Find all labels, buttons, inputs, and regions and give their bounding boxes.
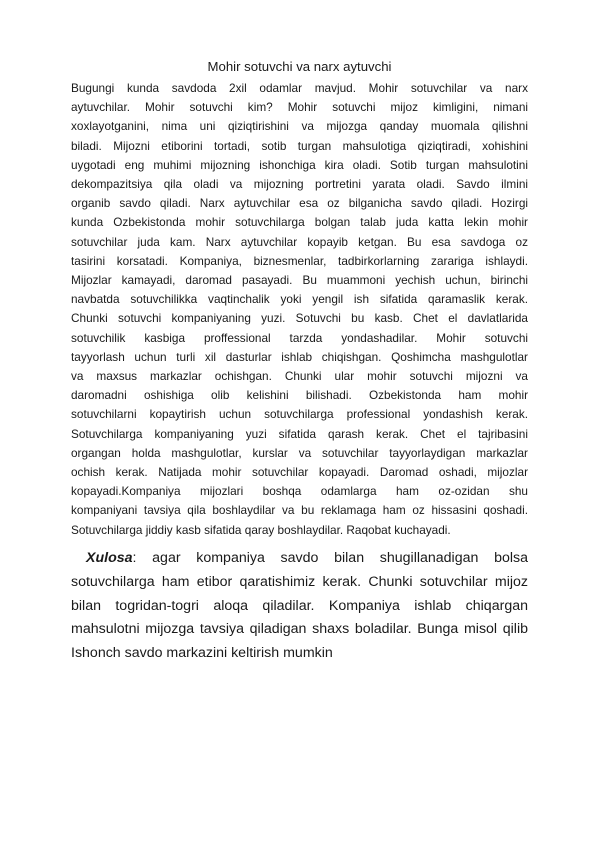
body-line: navbatda sotuvchilikka vaqtinchalik yoki yengil ish sifatida qaramaslik kerak. [71,292,528,307]
body-line: kunda Ozbekistonda mohir sotuvchilarga bolgan talab juda katta lekin mohir [71,215,528,230]
conclusion-line: sotuvchilarga ham etibor qaratishimiz kerak. Chunki sotuvchilar mijoz [71,574,528,590]
conclusion-line: mahsulotni mijozga tavsiya qiladigan shaxs boladilar. Bunga misol qilib [71,621,528,637]
body-line: ochish kerak. Natijada mohir sotuvchilar kopayadi. Daromad oshadi, mijozlar [71,465,528,479]
body-line: xoxlayotganini, nima uni qiziqtirishini va mijozga qanday muomala qilishni [71,119,528,134]
body-line: kompaniyani tavsiya qila boshlaydilar va bu reklamaga ham oz hissasini qoshadi. [71,503,528,518]
body-line: sotuvchilik kasbiga proffessional tarzda yondashadilar. Mohir sotuvchi [71,330,528,345]
body-line: Sotuvchilarga kompaniyaning yuzi sifatida qarash kerak. Chet el tajribasini [71,426,528,441]
conclusion-line: Ishonch savdo markazini keltirish mumkin [71,644,333,661]
body-line: tasirini korsatadi. Kompaniya, biznesmenlar, tadbirkorlarning zarariga ishlaydi. [71,253,528,268]
body-line: dekompazitsiya qila oladi va mijozning portretini yarata oladi. Savdo ilmini [71,177,528,191]
document-title: Mohir sotuvchi va narx aytuvchi [207,59,392,74]
body-line: Sotuvchilarga jiddiy kasb sifatida qaray boshlaydilar. Raqobat kuchayadi. [71,522,451,537]
body-line: organgan holda mashgulotlar, kurslar va sotuvchilar tayyorlaydigan markazlar [71,445,528,460]
body-line: Bugungi kunda savdoda 2xil odamlar mavjud. Mohir sotuvchilar va narx [71,81,528,95]
body-line: aytuvchilar. Mohir sotuvchi kim? Mohir sotuvchi mijoz kimligini, nimani [71,100,528,115]
body-line: Mijozlar kamayadi, daromad pasayadi. Bu muammoni yechish uchun, birinchi [71,273,528,287]
conclusion-label: Xulosa [86,550,133,566]
body-line: sotuvchilarni kopaytirish uchun sotuvchilarga professional yondashish kerak. [71,407,528,422]
conclusion-first-line-text: : agar kompaniya savdo bilan shugillanadigan bolsa [132,550,528,566]
conclusion-line [71,547,528,569]
body-line: daromadni oshishiga olib kelishini bilishadi. Ozbekistonda ham mohir [71,388,528,403]
body-line: Chunki sotuvchi kompaniyaning yuzi. Sotuvchi bu kasb. Chet el davlatlarida [71,311,528,326]
body-line: uygotadi eng muhimi mijozning ishonchiga kira oladi. Sotib turgan mahsulotini [71,157,528,172]
body-line: va maxsus markazlar ochishgan. Chunki ular mohir sotuvchi mijozni va [71,369,528,383]
body-line: sotuvchilar juda kam. Narx aytuvchilar kopayib ketgan. Bu esa savdoga oz [71,234,528,249]
body-line: tayyorlash uchun turli xil dasturlar ishlab chiqishgan. Qoshimcha mashgulotlar [71,349,528,364]
body-line: biladi. Mijozni etiborini tortadi, sotib turgan mahsulotiga qiziqtiradi, xohishini [71,138,528,153]
body-line: kopayadi.Kompaniya mijozlari boshqa odamlarga ham oz-ozidan shu [71,484,528,499]
body-line: organib savdo qiladi. Narx aytuvchilar esa oz bilganicha savdo qiladi. Hozirgi [71,196,528,211]
conclusion-line: bilan togridan-togri aloqa qiladilar. Kompaniya ishlab chiqargan [71,597,528,614]
